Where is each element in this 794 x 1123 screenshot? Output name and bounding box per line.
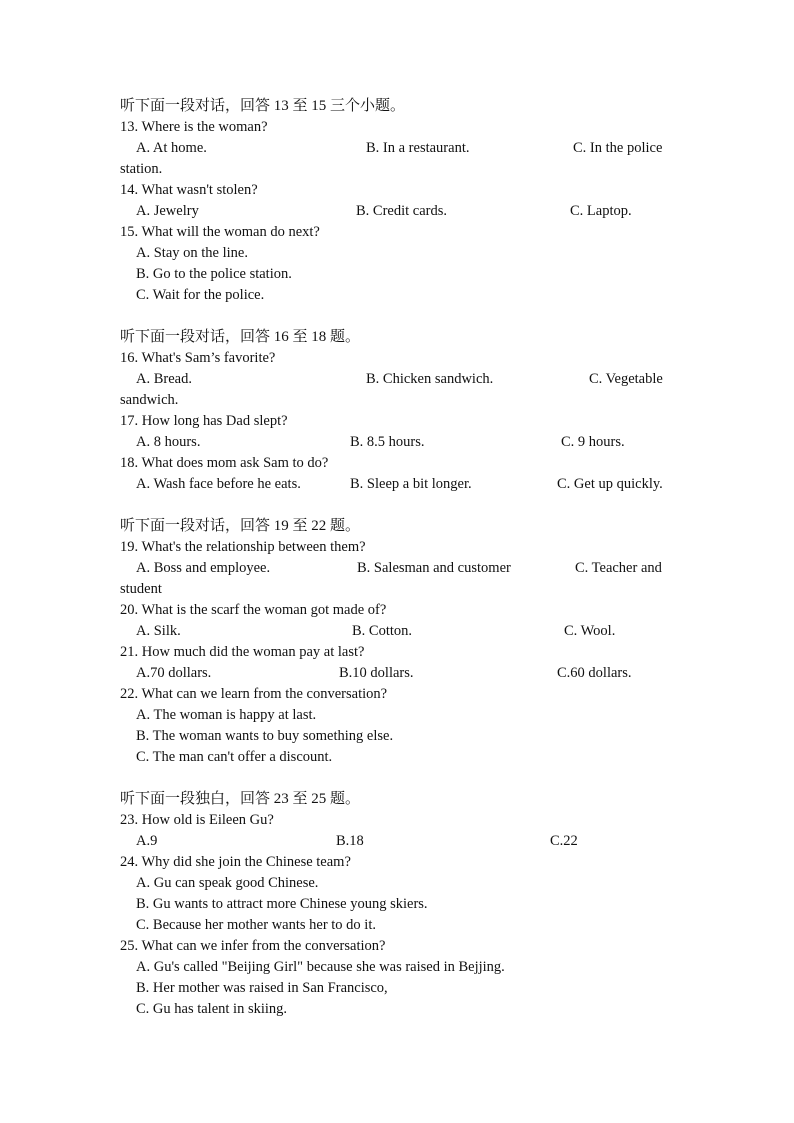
option-b: B. In a restaurant. xyxy=(366,140,470,156)
question-14: 14. What wasn't stolen? xyxy=(120,182,258,198)
question-24: 24. Why did she join the Chinese team? xyxy=(120,854,351,870)
option-a: A. Boss and employee. xyxy=(136,560,271,576)
option-b: B. 8.5 hours. xyxy=(350,434,425,450)
option-c: C. The man can't offer a discount. xyxy=(136,749,333,765)
option-b: B. Sleep a bit longer. xyxy=(350,476,472,492)
option-c: C. Laptop. xyxy=(570,203,632,219)
option-a: A.70 dollars. xyxy=(136,665,212,681)
question-15: 15. What will the woman do next? xyxy=(120,224,320,240)
question-25: 25. What can we infer from the conversation? xyxy=(120,938,386,954)
section-instruction: 听下面一段对话，回答 13 至 15 三个小题。 xyxy=(120,98,406,114)
option-c-continued: station. xyxy=(120,161,163,177)
option-a: A. Gu's called "Beijing Girl" because she was raised in Bejjing. xyxy=(136,959,505,975)
question-16: 16. What's Sam’s favorite? xyxy=(120,350,276,366)
option-a: A. Jewelry xyxy=(136,203,199,219)
question-23: 23. How old is Eileen Gu? xyxy=(120,812,274,828)
option-c: C.60 dollars. xyxy=(557,665,632,681)
option-b: B.18 xyxy=(336,833,364,849)
options-18 xyxy=(120,474,680,495)
option-c: C. In the police xyxy=(573,140,663,156)
question-20: 20. What is the scarf the woman got made of? xyxy=(120,602,387,618)
option-b: B. Cotton. xyxy=(352,623,413,639)
question-22: 22. What can we learn from the conversation? xyxy=(120,686,388,702)
option-c: C. Gu has talent in skiing. xyxy=(136,1001,288,1017)
section-instruction: 听下面一段独白，回答 23 至 25 题。 xyxy=(120,791,361,807)
option-b: B. Salesman and customer xyxy=(357,560,511,576)
option-a: A.9 xyxy=(136,833,158,849)
option-b: B. Go to the police station. xyxy=(136,266,292,282)
question-17: 17. How long has Dad slept? xyxy=(120,413,288,429)
option-a: A. Stay on the line. xyxy=(136,245,248,261)
option-c: C. 9 hours. xyxy=(561,434,625,450)
option-b: B. The woman wants to buy something else. xyxy=(136,728,394,744)
option-a: A. Silk. xyxy=(136,623,181,639)
option-c: C. Wait for the police. xyxy=(136,287,265,303)
option-c: C. Teacher and xyxy=(575,560,662,576)
options-17 xyxy=(120,432,680,453)
question-21: 21. How much did the woman pay at last? xyxy=(120,644,365,660)
options-21 xyxy=(120,663,680,684)
option-a: A. Bread. xyxy=(136,371,192,387)
option-b: B. Gu wants to attract more Chinese young skiers. xyxy=(136,896,428,912)
option-b: B. Chicken sandwich. xyxy=(366,371,494,387)
option-a: A. Wash face before he eats. xyxy=(136,476,301,492)
options-14 xyxy=(120,201,680,222)
question-13: 13. Where is the woman? xyxy=(120,119,268,135)
option-a: A. Gu can speak good Chinese. xyxy=(136,875,319,891)
question-19: 19. What's the relationship between them? xyxy=(120,539,366,555)
options-23 xyxy=(120,831,680,852)
option-b: B. Her mother was raised in San Francisco, xyxy=(136,980,388,996)
option-a: A. At home. xyxy=(136,140,207,156)
question-sheet xyxy=(120,95,680,1020)
option-c-continued: student xyxy=(120,581,162,597)
options-16 xyxy=(120,369,680,390)
section-instruction: 听下面一段对话，回答 19 至 22 题。 xyxy=(120,518,361,534)
section-instruction: 听下面一段对话，回答 16 至 18 题。 xyxy=(120,329,361,345)
option-c: C. Get up quickly. xyxy=(557,476,663,492)
option-c: C.22 xyxy=(550,833,578,849)
option-b: B.10 dollars. xyxy=(339,665,414,681)
options-13 xyxy=(120,138,680,159)
option-c-continued: sandwich. xyxy=(120,392,179,408)
option-c: C. Wool. xyxy=(564,623,616,639)
option-a: A. 8 hours. xyxy=(136,434,201,450)
options-19 xyxy=(120,558,680,579)
option-b: B. Credit cards. xyxy=(356,203,448,219)
question-18: 18. What does mom ask Sam to do? xyxy=(120,455,329,471)
option-a: A. The woman is happy at last. xyxy=(136,707,317,723)
option-c: C. Vegetable xyxy=(589,371,663,387)
option-c: C. Because her mother wants her to do it. xyxy=(136,917,376,933)
options-20 xyxy=(120,621,680,642)
